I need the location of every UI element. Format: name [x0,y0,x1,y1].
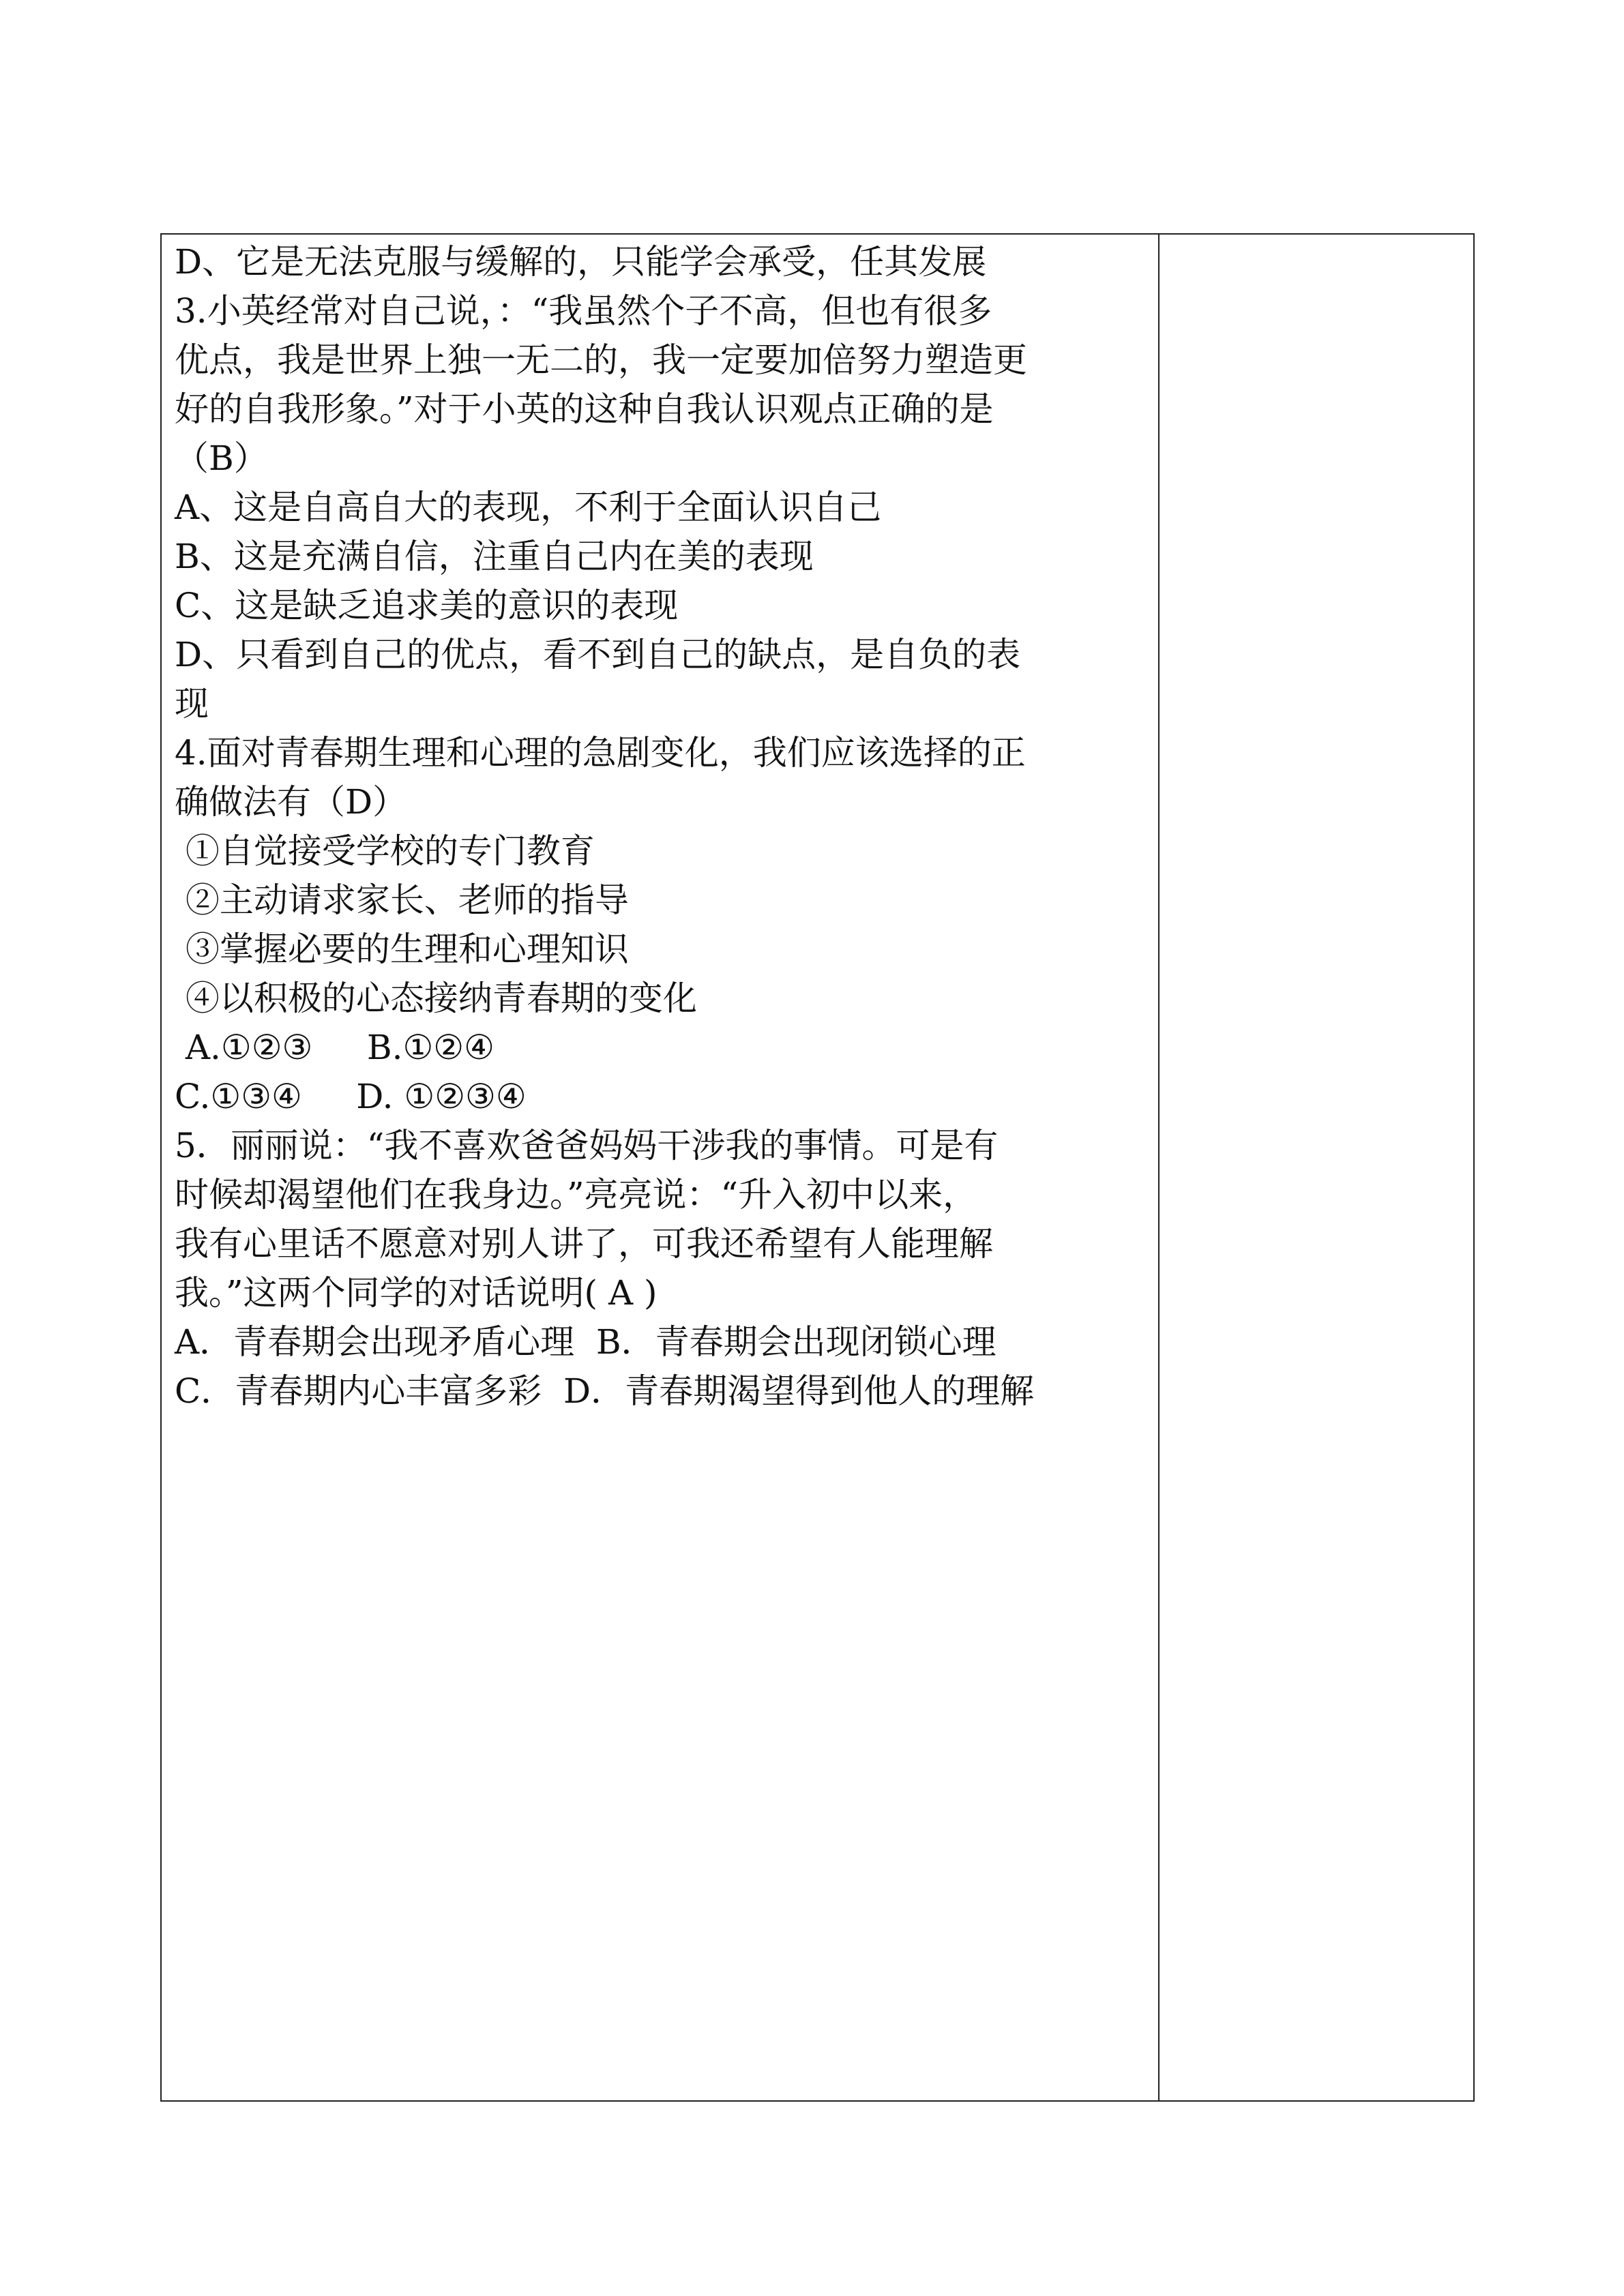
question-4-options: A.①②③ B.①②④ [175,1028,494,1067]
question-4-item: ①自觉接受学校的专门教育 [175,831,595,871]
question-4-item: ③掌握必要的生理和心理知识 [175,929,629,969]
question-content [175,237,1157,1416]
question-5-options: A．青春期会出现矛盾心理 B．青春期会出现闭锁心理 [175,1322,996,1362]
question-3-option-b: B、这是充满自信，注重自己内在美的表现 [175,537,814,576]
question-5-stem: 我。”这两个同学的对话说明( A ) [175,1273,658,1313]
question-4-item: ②主动请求家长、老师的指导 [175,880,629,920]
question-3-option-a: A、这是自高自大的表现，不利于全面认识自己 [175,488,882,527]
question-4-item: ④以积极的心态接纳青春期的变化 [175,979,697,1018]
question-3-option-d: 现 [175,684,209,724]
question-3-stem: 好的自我形象。”对于小英的这种自我认识观点正确的是 [175,389,994,429]
option-line: D、它是无法克服与缓解的，只能学会承受，任其发展 [175,242,987,282]
question-3-answer: （B） [175,438,268,478]
question-5-options: C．青春期内心丰富多彩 D．青春期渴望得到他人的理解 [175,1371,1035,1411]
question-3-option-d: D、只看到自己的优点，看不到自己的缺点，是自负的表 [175,635,1021,674]
question-3-stem: 优点，我是世界上独一无二的，我一定要加倍努力塑造更 [175,340,1027,380]
question-4-options: C.①③④ D. ①②③④ [175,1077,527,1116]
question-3-option-c: C、这是缺乏追求美的意识的表现 [175,586,679,625]
question-4-stem: 确做法有（D） [175,782,407,822]
notes-column [1161,235,1473,2100]
column-divider [1158,233,1160,2102]
question-5-stem: 我有心里话不愿意对别人讲了，可我还希望有人能理解 [175,1224,993,1264]
question-4-stem: 4.面对青春期生理和心理的急剧变化，我们应该选择的正 [175,733,1026,773]
question-5-stem: 5．丽丽说：“我不喜欢爸爸妈妈干涉我的事情。可是有 [175,1126,999,1165]
question-5-stem: 时候却渴望他们在我身边。”亮亮说：“升入初中以来， [175,1175,977,1214]
question-3-stem: 3.小英经常对自己说，：“我虽然个子不高，但也有很多 [175,291,992,331]
